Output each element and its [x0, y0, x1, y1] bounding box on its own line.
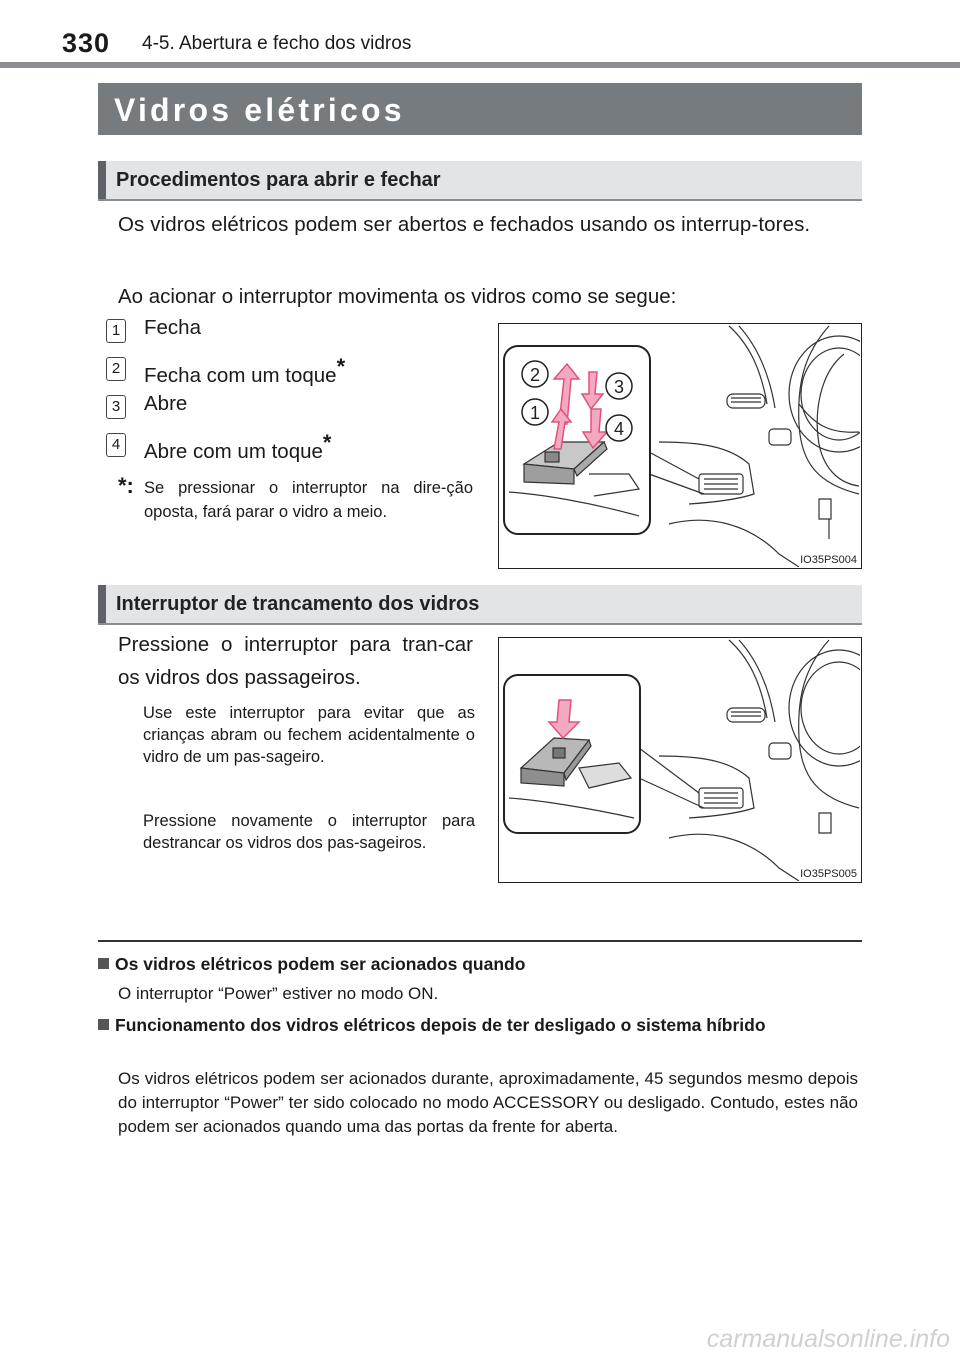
item-number: 3 [106, 395, 126, 419]
figure-lock-switch [498, 637, 862, 883]
figure-code: IO35PS005 [800, 868, 857, 880]
page-title: Vidros elétricos [114, 92, 405, 128]
callout-1: 1 [529, 403, 541, 423]
lock-switch-illustration [499, 638, 860, 881]
site-watermark: carmanualsonline.info [706, 1325, 950, 1353]
section-heading-text: Interruptor de trancamento dos vidros [116, 593, 480, 615]
intro-paragraph: Os vidros elétricos podem ser abertos e fechados usando os interrup-tores. [118, 213, 811, 236]
section-marker [98, 161, 106, 199]
notes-divider [98, 940, 862, 942]
note-heading [98, 952, 858, 976]
callout-3: 3 [613, 377, 625, 397]
note-body: O interruptor “Power” estiver no modo ON. [118, 984, 439, 1003]
figure-window-switch [498, 323, 862, 569]
lock-note-2: Pressione novamente o interruptor para destrancar os vidros dos pas-sageiros. [143, 812, 475, 852]
callout-4: 4 [613, 419, 625, 439]
asterisk-mark: * [322, 430, 332, 455]
note-body: Os vidros elétricos podem ser acionados durante, aproximadamente, 45 segundos mesmo depois do interruptor “Power” ter sido colocado no modo ACCESSORY ou desligado. Contudo, estes não podem ser acionados quando uma das portas da frente for aberta. [118, 1069, 858, 1136]
page-title-bar [98, 83, 862, 135]
section-marker [98, 585, 106, 623]
item-label: Abre [144, 392, 188, 415]
item-label: Fecha com um toque [144, 364, 337, 387]
lead-paragraph: Ao acionar o interruptor movimenta os vidros como se segue: [118, 285, 677, 308]
item-number: 4 [106, 433, 126, 457]
window-switch-illustration [499, 324, 860, 567]
callout-2: 2 [529, 365, 541, 385]
bullet-square-icon [98, 958, 109, 969]
item-number: 1 [106, 319, 126, 343]
item-label: Fecha [144, 316, 201, 339]
lock-paragraph: Pressione o interruptor para tran-car os vidros dos passageiros. [118, 633, 473, 689]
figure-code: IO35PS004 [800, 554, 857, 566]
section-heading-text: Procedimentos para abrir e fechar [116, 169, 441, 191]
page-number: 330 [62, 28, 111, 58]
lock-note-1: Use este interruptor para evitar que as crianças abram ou fechem acidentalmente o vidro de um pas-sageiro. [143, 704, 475, 766]
footnote-mark: *: [118, 473, 134, 498]
footnote [118, 473, 473, 524]
footnote-text: Se pressionar o interruptor na dire-ção oposta, fará parar o vidro a meio. [144, 479, 473, 521]
note-heading-text: Os vidros elétricos podem ser acionados quando [115, 954, 526, 974]
chapter-heading: 4-5. Abertura e fecho dos vidros [142, 33, 412, 54]
header-divider [0, 62, 960, 68]
item-label: Abre com um toque [144, 440, 323, 463]
asterisk-mark: * [336, 354, 346, 379]
section-heading-open-close [98, 161, 862, 201]
item-number: 2 [106, 357, 126, 381]
section-heading-window-lock [98, 585, 862, 625]
bullet-square-icon [98, 1019, 109, 1030]
note-heading-text: Funcionamento dos vidros elétricos depois de ter desligado o sistema híbrido [115, 1015, 766, 1035]
note-heading [98, 1013, 858, 1037]
